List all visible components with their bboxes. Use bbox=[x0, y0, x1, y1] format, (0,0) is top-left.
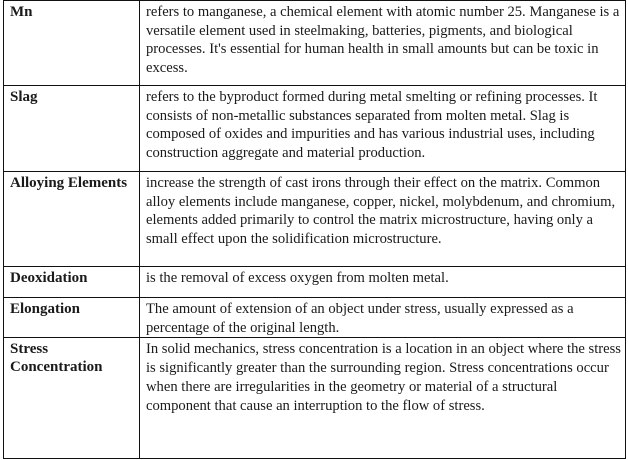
table-row-alloying-elements bbox=[4, 172, 626, 267]
glossary-table bbox=[3, 0, 626, 459]
definition-cell: In solid mechanics, stress concentration is a location in an object where the stress is significantly greater than the surrounding region. Stress concentrations occur when there are irregularities in the geometry or material of a structural component that cause an interruption to the flow of stress. bbox=[140, 338, 626, 459]
table-row-mn bbox=[4, 1, 626, 86]
table-row-elongation bbox=[4, 298, 626, 338]
term-cell: Stress Concentration bbox=[4, 338, 140, 459]
term-cell: Elongation bbox=[4, 298, 140, 338]
table-row-slag bbox=[4, 86, 626, 172]
term-cell: Deoxidation bbox=[4, 267, 140, 298]
table-row-stress-concentration bbox=[4, 338, 626, 459]
term-cell: Mn bbox=[4, 1, 140, 86]
definition-cell: increase the strength of cast irons through their effect on the matrix. Common alloy elements include manganese, copper, nickel, molybdenum, and chromium, elements added primarily to control the matrix microstructure, having only a small effect upon the solidification microstructure. bbox=[140, 172, 626, 267]
definition-cell: refers to manganese, a chemical element with atomic number 25. Manganese is a versatile element used in steelmaking, batteries, pigments, and biological processes. It's essential for human health in small amounts but can be toxic in excess. bbox=[140, 1, 626, 86]
definition-cell: is the removal of excess oxygen from molten metal. bbox=[140, 267, 626, 298]
table-row-deoxidation bbox=[4, 267, 626, 298]
definition-cell: refers to the byproduct formed during metal smelting or refining processes. It consists of non-metallic substances separated from molten metal. Slag is composed of oxides and impurities and has various industrial uses, including construction aggregate and material production. bbox=[140, 86, 626, 172]
term-cell: Alloying Elements bbox=[4, 172, 140, 267]
definition-cell: The amount of extension of an object under stress, usually expressed as a percentage of the original length. bbox=[140, 298, 626, 338]
term-cell: Slag bbox=[4, 86, 140, 172]
